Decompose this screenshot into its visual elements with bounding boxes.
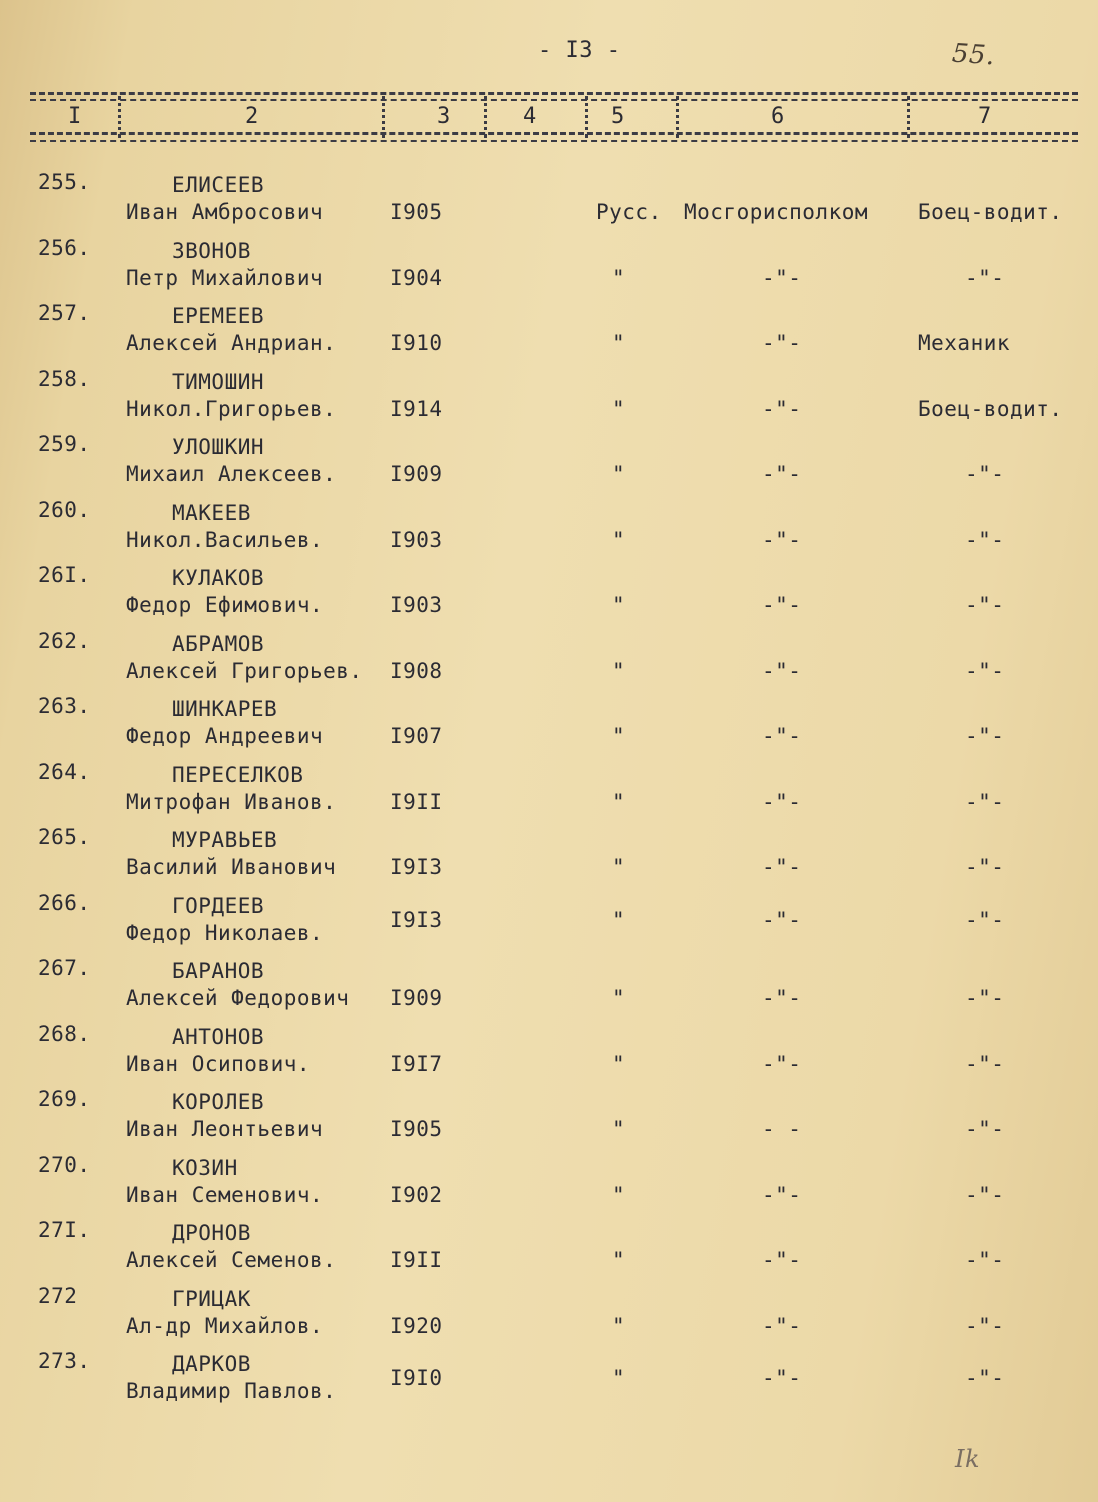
nationality: " — [612, 1117, 626, 1141]
organization: -"- — [762, 462, 802, 486]
row-number: 264. — [38, 760, 91, 784]
birth-year: I903 — [390, 593, 443, 617]
position: Механик — [918, 331, 1011, 355]
given-name: Федор Ефимович. — [126, 593, 324, 617]
birth-year: I905 — [390, 1117, 443, 1141]
organization: -"- — [762, 1366, 802, 1390]
row-number: 262. — [38, 629, 91, 653]
row-number: 260. — [38, 498, 91, 522]
column-separator — [118, 96, 121, 138]
birth-year: I920 — [390, 1314, 443, 1338]
birth-year: I907 — [390, 724, 443, 748]
organization: -"- — [762, 908, 802, 932]
position: -"- — [965, 528, 1005, 552]
surname: ГОРДЕЕВ — [172, 894, 265, 918]
birth-year: I905 — [390, 200, 443, 224]
header-top-rule-2 — [30, 99, 1078, 101]
organization: - - — [762, 1117, 802, 1141]
position: -"- — [965, 266, 1005, 290]
surname: АБРАМОВ — [172, 632, 265, 656]
row-number: 273. — [38, 1349, 91, 1373]
nationality: " — [612, 1052, 626, 1076]
given-name: Иван Амбросович — [126, 200, 324, 224]
birth-year: I9II — [390, 1248, 443, 1272]
position: -"- — [965, 1314, 1005, 1338]
birth-year: I902 — [390, 1183, 443, 1207]
position: -"- — [965, 1117, 1005, 1141]
birth-year: I903 — [390, 528, 443, 552]
column-header-3: 3 — [437, 104, 451, 129]
given-name: Петр Михайлович — [126, 266, 324, 290]
row-number: 259. — [38, 432, 91, 456]
birth-year: I9I3 — [390, 908, 443, 932]
row-number: 258. — [38, 367, 91, 391]
organization: -"- — [762, 1248, 802, 1272]
surname: МАКЕЕВ — [172, 501, 251, 525]
nationality: " — [612, 659, 626, 683]
organization: -"- — [762, 266, 802, 290]
page-number: - I3 - — [538, 38, 621, 63]
column-header-6: 6 — [771, 104, 785, 129]
given-name: Никол.Васильев. — [126, 528, 324, 552]
organization: -"- — [762, 724, 802, 748]
header-top-rule — [30, 92, 1078, 95]
organization: Мосгорисполком — [684, 200, 869, 224]
given-name: Иван Осипович. — [126, 1052, 311, 1076]
given-name: Иван Семенович. — [126, 1183, 324, 1207]
organization: -"- — [762, 593, 802, 617]
nationality: Русс. — [596, 200, 662, 224]
nationality: " — [612, 724, 626, 748]
birth-year: I908 — [390, 659, 443, 683]
surname: КОРОЛЕВ — [172, 1090, 265, 1114]
position: -"- — [965, 462, 1005, 486]
birth-year: I910 — [390, 331, 443, 355]
row-number: 269. — [38, 1087, 91, 1111]
nationality: " — [612, 1366, 626, 1390]
row-number: 266. — [38, 891, 91, 915]
nationality: " — [612, 908, 626, 932]
header-bottom-rule-2 — [30, 140, 1078, 142]
nationality: " — [612, 462, 626, 486]
row-number: 263. — [38, 694, 91, 718]
position: -"- — [965, 908, 1005, 932]
given-name: Михаил Алексеев. — [126, 462, 337, 486]
nationality: " — [612, 986, 626, 1010]
row-number: 27I. — [38, 1218, 91, 1242]
nationality: " — [612, 790, 626, 814]
column-header-2: 2 — [245, 104, 259, 129]
surname: ШИНКАРЕВ — [172, 697, 278, 721]
surname: ГРИЦАК — [172, 1287, 251, 1311]
position: -"- — [965, 593, 1005, 617]
organization: -"- — [762, 331, 802, 355]
row-number: 268. — [38, 1022, 91, 1046]
row-number: 255. — [38, 170, 91, 194]
nationality: " — [612, 593, 626, 617]
surname: ТИМОШИН — [172, 370, 265, 394]
nationality: " — [612, 1314, 626, 1338]
column-header-1: I — [68, 104, 82, 129]
row-number: 272 — [38, 1284, 78, 1308]
column-separator — [676, 96, 679, 138]
surname: БАРАНОВ — [172, 959, 265, 983]
given-name: Никол.Григорьев. — [126, 397, 337, 421]
organization: -"- — [762, 1052, 802, 1076]
surname: ДАРКОВ — [172, 1352, 251, 1376]
position: -"- — [965, 1248, 1005, 1272]
birth-year: I904 — [390, 266, 443, 290]
given-name: Владимир Павлов. — [126, 1379, 337, 1403]
position: -"- — [965, 659, 1005, 683]
given-name: Ал-др Михайлов. — [126, 1314, 324, 1338]
birth-year: I909 — [390, 986, 443, 1010]
nationality: " — [612, 1248, 626, 1272]
archive-page-mark: 55. — [951, 38, 996, 72]
given-name: Алексей Федорович — [126, 986, 350, 1010]
nationality: " — [612, 1183, 626, 1207]
birth-year: I9I0 — [390, 1366, 443, 1390]
row-number: 26I. — [38, 563, 91, 587]
surname: ДРОНОВ — [172, 1221, 251, 1245]
surname: АНТОНОВ — [172, 1025, 265, 1049]
row-number: 267. — [38, 956, 91, 980]
row-number: 265. — [38, 825, 91, 849]
position: Боец-водит. — [918, 397, 1063, 421]
footer-scribble: Ik — [955, 1445, 981, 1473]
birth-year: I909 — [390, 462, 443, 486]
surname: УЛОШКИН — [172, 435, 265, 459]
birth-year: I914 — [390, 397, 443, 421]
nationality: " — [612, 528, 626, 552]
given-name: Алексей Семенов. — [126, 1248, 337, 1272]
birth-year: I9I7 — [390, 1052, 443, 1076]
column-separator — [484, 96, 487, 138]
surname: КУЛАКОВ — [172, 566, 265, 590]
surname: ЕРЕМЕЕВ — [172, 304, 265, 328]
birth-year: I9I3 — [390, 855, 443, 879]
row-number: 270. — [38, 1153, 91, 1177]
given-name: Федор Николаев. — [126, 921, 324, 945]
surname: ПЕРЕСЕЛКОВ — [172, 763, 304, 787]
organization: -"- — [762, 986, 802, 1010]
position: -"- — [965, 986, 1005, 1010]
given-name: Василий Иванович — [126, 855, 337, 879]
position: -"- — [965, 1183, 1005, 1207]
organization: -"- — [762, 1314, 802, 1338]
position: Боец-водит. — [918, 200, 1063, 224]
column-separator — [382, 96, 385, 138]
surname: ЕЛИСЕЕВ — [172, 173, 265, 197]
position: -"- — [965, 790, 1005, 814]
given-name: Алексей Григорьев. — [126, 659, 363, 683]
given-name: Федор Андреевич — [126, 724, 324, 748]
position: -"- — [965, 1366, 1005, 1390]
row-number: 257. — [38, 301, 91, 325]
column-separator — [907, 96, 910, 138]
surname: ЗВОНОВ — [172, 239, 251, 263]
organization: -"- — [762, 855, 802, 879]
nationality: " — [612, 331, 626, 355]
position: -"- — [965, 724, 1005, 748]
organization: -"- — [762, 397, 802, 421]
birth-year: I9II — [390, 790, 443, 814]
given-name: Митрофан Иванов. — [126, 790, 337, 814]
organization: -"- — [762, 1183, 802, 1207]
organization: -"- — [762, 659, 802, 683]
column-header-5: 5 — [611, 104, 625, 129]
row-number: 256. — [38, 236, 91, 260]
column-header-7: 7 — [978, 104, 992, 129]
nationality: " — [612, 266, 626, 290]
nationality: " — [612, 855, 626, 879]
surname: МУРАВЬЕВ — [172, 828, 278, 852]
position: -"- — [965, 1052, 1005, 1076]
organization: -"- — [762, 790, 802, 814]
position: -"- — [965, 855, 1005, 879]
given-name: Иван Леонтьевич — [126, 1117, 324, 1141]
given-name: Алексей Андриан. — [126, 331, 337, 355]
column-separator — [585, 96, 588, 138]
organization: -"- — [762, 528, 802, 552]
surname: КОЗИН — [172, 1156, 238, 1180]
column-header-4: 4 — [523, 104, 537, 129]
nationality: " — [612, 397, 626, 421]
header-bottom-rule — [30, 132, 1078, 135]
